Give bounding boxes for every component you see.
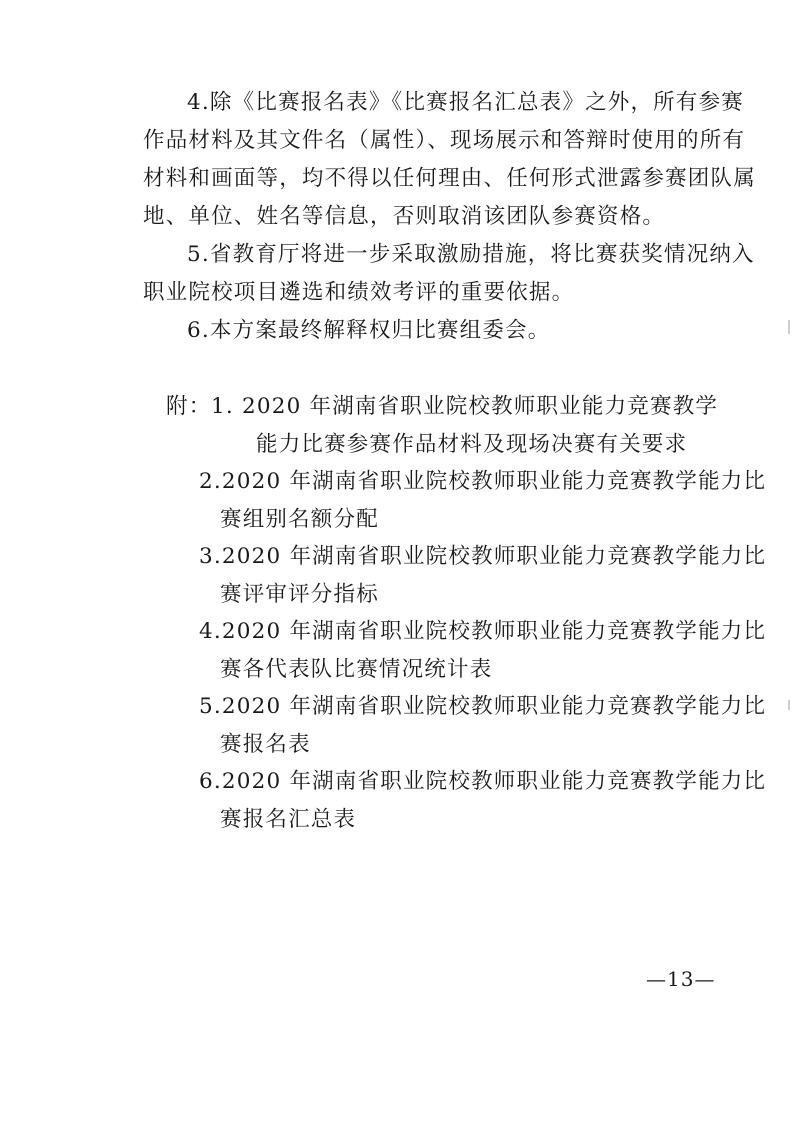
attachment-5-line-1: 5.2020 年湖南省职业院校教师职业能力竞赛教学能力比 (199, 694, 767, 719)
attachment-3-line-1: 3.2020 年湖南省职业院校教师职业能力竞赛教学能力比 (199, 544, 767, 569)
attachment-6-line-1: 6.2020 年湖南省职业院校教师职业能力竞赛教学能力比 (199, 769, 767, 794)
attachment-2-line-1: 2.2020 年湖南省职业院校教师职业能力竞赛教学能力比 (199, 469, 767, 494)
scan-speck (788, 320, 790, 334)
attachment-1-line-1: 1. 2020 年湖南省职业院校教师职业能力竞赛教学 (211, 394, 719, 419)
attachment-4-line-1: 4.2020 年湖南省职业院校教师职业能力竞赛教学能力比 (199, 619, 767, 644)
attachment-1-line-2: 能力比赛参赛作品材料及现场决赛有关要求 (256, 432, 688, 457)
attachment-label: 附： (166, 394, 212, 419)
item4-line-1: 4.除《比赛报名表》《比赛报名汇总表》之外，所有参赛 (187, 90, 744, 115)
item4-line-3: 材料和画面等，均不得以任何理由、任何形式泄露参赛团队属 (143, 166, 756, 191)
attachment-3-line-2: 赛评审评分指标 (220, 582, 379, 607)
attachment-4-line-2: 赛各代表队比赛情况统计表 (220, 657, 493, 682)
attachment-5-line-2: 赛报名表 (220, 732, 311, 757)
item4-line-2: 作品材料及其文件名（属性）、现场展示和答辩时使用的所有 (143, 128, 746, 153)
item4-line-4: 地、单位、姓名等信息，否则取消该团队参赛资格。 (143, 204, 666, 229)
attachment-6-line-2: 赛报名汇总表 (220, 807, 357, 832)
page-number: —13— (646, 967, 716, 991)
attachment-2-line-2: 赛组别名额分配 (220, 507, 379, 532)
scan-speck (788, 700, 790, 710)
item5-line-2: 职业院校项目遴选和绩效考评的重要依据。 (143, 280, 575, 305)
item6-line-1: 6.本方案最终解释权归比赛组委会。 (187, 318, 551, 343)
item5-line-1: 5.省教育厅将进一步采取激励措施，将比赛获奖情况纳入 (187, 242, 755, 267)
